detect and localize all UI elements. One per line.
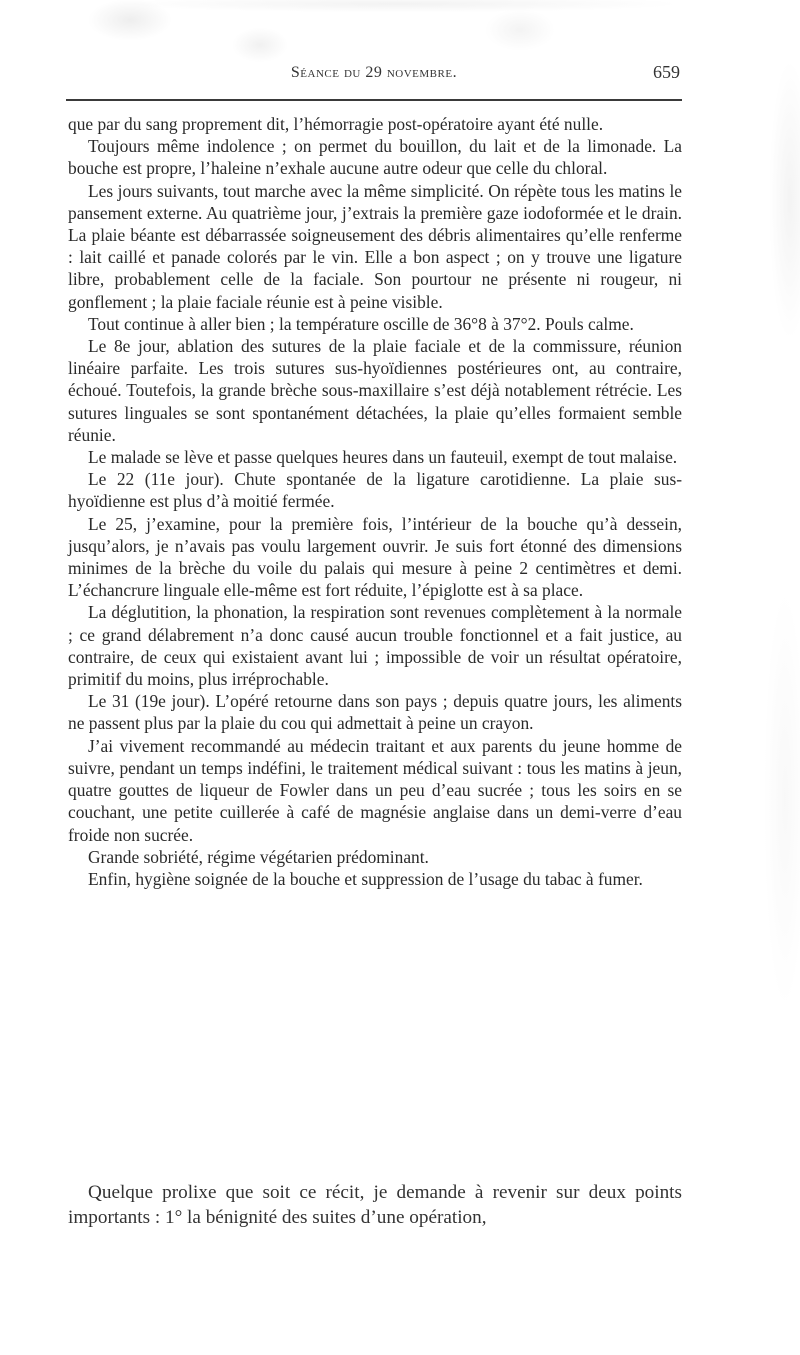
- header-rule: [66, 99, 682, 101]
- running-title: Séance du 29 novembre.: [290, 64, 458, 81]
- paragraph: J’ai vivement recommandé au médecin traitant et aux parents du jeune homme de suivre, pendant un temps indéfini, le traitement médical suivant : tous les matins à jeun, quatre gouttes de liqueur de Fowler dans un peu d’eau sucrée ; tous les soirs en se couchant, une petite cuillerée à café de magnésie anglaise dans un demi-verre d’eau froide non sucrée.: [68, 735, 682, 845]
- paragraph: Le 25, j’examine, pour la première fois, l’intérieur de la bouche qu’à dessein, jusqu’alors, je n’avais pas voulu largement ouvrir. Je suis fort étonné des dimensions minimes de la brèche du voile du palais qui mesure à peine 2 centimètres et demi. L’échancrure linguale elle-même est fort réduite, l’épiglotte est à sa place.: [68, 513, 682, 601]
- paragraph: La déglutition, la phonation, la respiration sont revenues complètement à la normale ; ce grand délabrement n’a donc causé aucun trouble fonctionnel et a fait justice, au contraire, de ceux qui existaient avant lui ; impossible de voir un résultat opératoire, primitif du moins, plus irréprochable.: [68, 602, 682, 690]
- paragraph: Le 8e jour, ablation des sutures de la plaie faciale et de la commissure, réunion linéaire parfaite. Les trois sutures sus-hyoïdiennes postérieures ont, au contraire, échoué. Toutefois, la grande brèche sous-maxillaire s’est déjà notablement rétrécie. Les sutures linguales se sont spontanément détachées, la plaie qu’elles formaient semble réunie.: [68, 336, 682, 445]
- paragraph: Enfin, hygiène soignée de la bouche et suppression de l’usage du tabac à fumer.: [88, 868, 643, 889]
- paragraph: Le malade se lève et passe quelques heures dans un fauteuil, exempt de tout malaise.: [88, 447, 678, 468]
- page-header: [66, 64, 682, 88]
- body-text: [68, 113, 682, 890]
- closing-paragraph: Quelque prolixe que soit ce récit, je demande à revenir sur deux points importants : 1° la bénignité des suites d’une opération,: [68, 1182, 682, 1228]
- paragraph: Les jours suivants, tout marche avec la même simplicité. On répète tous les matins le pansement externe. Au quatrième jour, j’extrais la première gaze iodoformée et le drain. La plaie béante est débarrassée soigneusement des débris alimentaires qu’elle renferme : lait caillé et panade colorés par le vin. Elle a bon aspect ; on y trouve une ligature libre, probablement celle de la faciale. Son pourtour ne présente ni rougeur, ni gonflement ; la plaie faciale réunie est à peine visible.: [68, 180, 682, 312]
- paragraph: que par du sang proprement dit, l’hémorragie post-opératoire ayant été nulle.: [68, 114, 604, 134]
- page-number: 659: [653, 62, 680, 82]
- closing-text: [68, 1180, 682, 1230]
- paragraph: Tout continue à aller bien ; la température oscille de 36°8 à 37°2. Pouls calme.: [88, 313, 634, 334]
- paragraph: Le 31 (19e jour). L’opéré retourne dans son pays ; depuis quatre jours, les aliments ne passent plus par la plaie du cou qui admettait à peine un crayon.: [68, 691, 682, 734]
- paragraph: Grande sobriété, régime végétarien prédominant.: [88, 846, 429, 867]
- paragraph: Toujours même indolence ; on permet du bouillon, du lait et de la limonade. La bouche est propre, l’haleine n’exhale aucune autre odeur que celle du chloral.: [68, 136, 682, 179]
- paragraph: Le 22 (11e jour). Chute spontanée de la ligature carotidienne. La plaie sus-hyoïdienne est plus d’à moitié fermée.: [68, 469, 682, 512]
